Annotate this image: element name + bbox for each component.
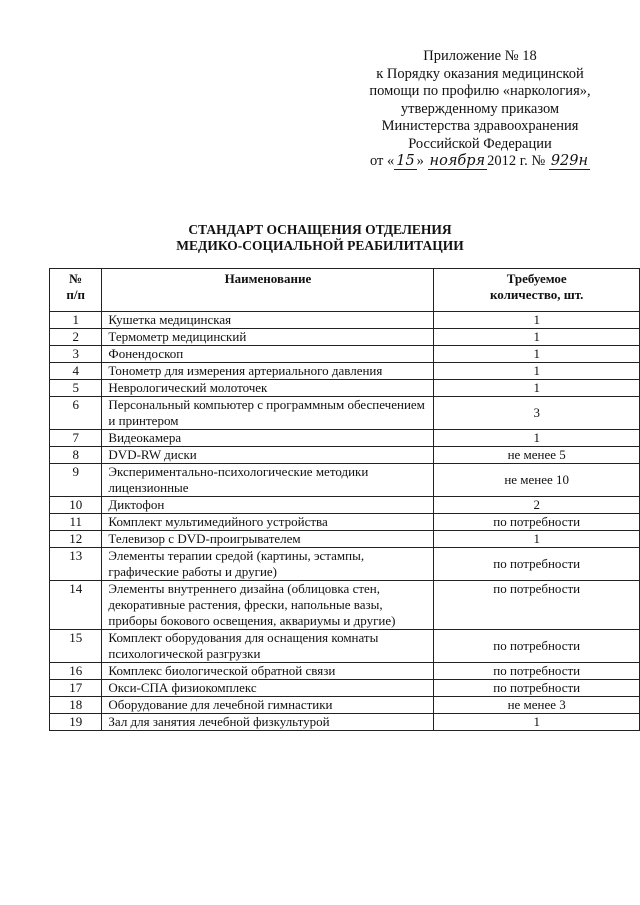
row-number: 18 [50,697,102,714]
title-line-2: МЕДИКО-СОЦИАЛЬНОЙ РЕАБИЛИТАЦИИ [176,238,464,253]
table-row [50,581,640,630]
table-row [50,329,640,346]
row-quantity: не менее 5 [434,447,640,464]
row-quantity: 1 [434,380,640,397]
table-row [50,630,640,663]
row-name: Оборудование для лечебной гимнастики [102,697,434,714]
table-row [50,680,640,697]
row-name: Неврологический молоточек [102,380,434,397]
row-number: 14 [50,581,102,630]
table-row [50,514,640,531]
row-quantity: 1 [434,531,640,548]
table-row [50,531,640,548]
table-row [50,697,640,714]
header-quantity-line1: Требуемое [506,271,567,286]
row-name: Персональный компьютер с программным обеспечением и принтером [102,397,434,430]
row-name: Зал для занятия лечебной физкультурой [102,714,434,731]
handwritten-day: 15 [396,153,415,169]
row-quantity: по потребности [434,581,640,630]
document-title [0,222,640,254]
handwritten-month: ноября [429,153,486,169]
row-quantity: по потребности [434,680,640,697]
row-quantity: по потребности [434,514,640,531]
table-row [50,663,640,680]
row-number: 12 [50,531,102,548]
date-year: 2012 г. № [487,153,546,169]
table-row [50,447,640,464]
table-row [50,464,640,497]
row-number: 6 [50,397,102,430]
row-quantity: 1 [434,430,640,447]
row-number: 3 [50,346,102,363]
row-quantity: 1 [434,312,640,329]
row-name: Комплект оборудования для оснащения комнаты психологической разгрузки [102,630,434,663]
header-quantity-line2: количество, шт. [489,287,584,302]
row-name: Элементы внутреннего дизайна (облицовка стен, декоративные растения, фрески, напольные вазы, приборы бокового освещения, аквариумы и другие) [102,581,434,630]
table-row [50,548,640,581]
header-number-line2: п/п [66,287,85,302]
row-name: Экспериментально-психологические методики лицензионные [102,464,434,497]
row-number: 5 [50,380,102,397]
row-number: 7 [50,430,102,447]
row-name: Тонометр для измерения артериального давления [102,363,434,380]
row-quantity: 1 [434,714,640,731]
row-name: Фонендоскоп [102,346,434,363]
appendix-header [330,48,630,171]
row-quantity: 1 [434,363,640,380]
title-line-1: СТАНДАРТ ОСНАЩЕНИЯ ОТДЕЛЕНИЯ [188,222,452,237]
table-row [50,380,640,397]
row-number: 17 [50,680,102,697]
row-number: 9 [50,464,102,497]
row-number: 13 [50,548,102,581]
row-name: Видеокамера [102,430,434,447]
row-name: Элементы терапии средой (картины, эстампы, графические работы и другие) [102,548,434,581]
row-name: Комплект мультимедийного устройства [102,514,434,531]
table-row [50,312,640,329]
appendix-line: Министерства здравоохранения [381,118,579,134]
row-name: Кушетка медицинская [102,312,434,329]
appendix-line: помощи по профилю «наркология», [369,83,591,99]
date-prefix: от « [369,153,395,169]
table-row [50,430,640,447]
row-name: Термометр медицинский [102,329,434,346]
row-name: Окси-СПА физиокомплекс [102,680,434,697]
table-row [50,497,640,514]
table-header-row [50,269,640,312]
row-number: 19 [50,714,102,731]
row-quantity: по потребности [434,548,640,581]
order-date-line [330,153,630,171]
appendix-line: к Порядку оказания медицинской [376,65,584,82]
header-name: Наименование [102,269,434,312]
row-quantity: 2 [434,497,640,514]
table-row [50,363,640,380]
row-name: DVD-RW диски [102,447,434,464]
row-quantity: 1 [434,329,640,346]
handwritten-order-number: 929н [550,153,589,169]
row-quantity: по потребности [434,630,640,663]
header-number-line1: № [69,271,83,286]
header-number [50,269,102,312]
appendix-line: Российской Федерации [408,135,552,152]
row-number: 4 [50,363,102,380]
date-mid: » [416,153,424,169]
row-number: 10 [50,497,102,514]
row-number: 1 [50,312,102,329]
appendix-line: утвержденному приказом [400,100,560,117]
table-row [50,397,640,430]
row-quantity: не менее 3 [434,697,640,714]
equipment-table [49,268,640,731]
row-quantity: не менее 10 [434,464,640,497]
row-number: 8 [50,447,102,464]
row-quantity: 3 [434,397,640,430]
header-quantity [434,269,640,312]
row-name: Телевизор с DVD-проигрывателем [102,531,434,548]
row-number: 15 [50,630,102,663]
table-row [50,714,640,731]
row-name: Диктофон [102,497,434,514]
row-number: 16 [50,663,102,680]
row-name: Комплекс биологической обратной связи [102,663,434,680]
table-row [50,346,640,363]
row-quantity: 1 [434,346,640,363]
row-quantity: по потребности [434,663,640,680]
appendix-line: Приложение № 18 [423,48,537,64]
row-number: 11 [50,514,102,531]
row-number: 2 [50,329,102,346]
